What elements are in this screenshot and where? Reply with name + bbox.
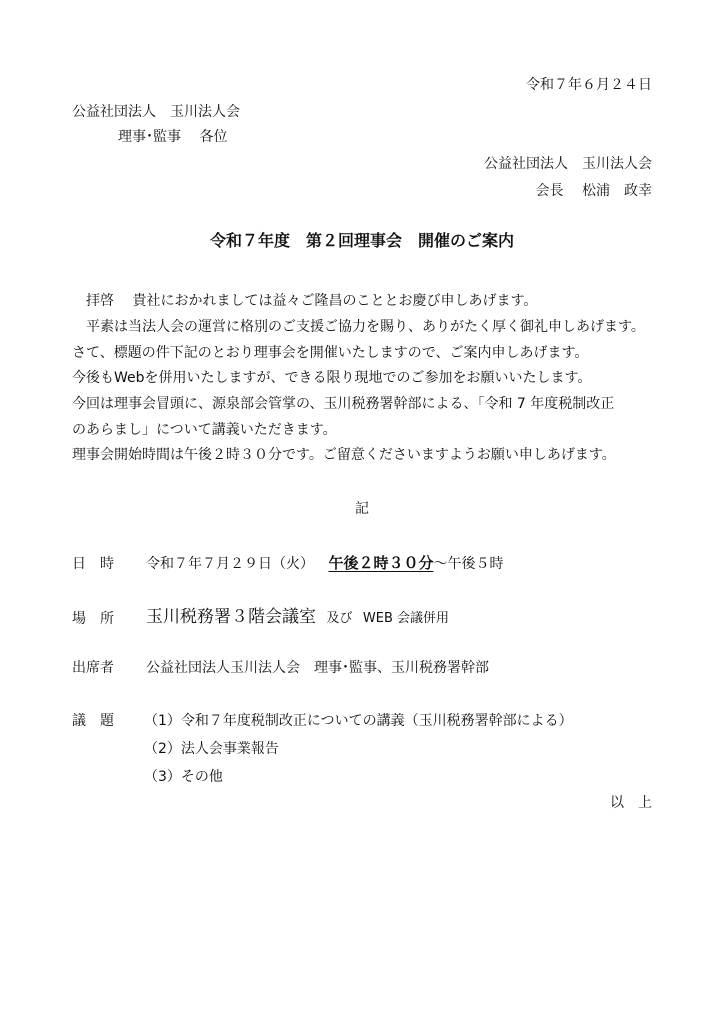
place-value xyxy=(146,609,449,626)
body-line-start-time: 理事会開始時間は午後２時３０分です。ご留意くださいますようお願い申しあげます。 xyxy=(72,447,616,463)
ki-heading: 記 xyxy=(355,501,369,517)
agenda-item-2: （2）法人会事業報告 xyxy=(144,741,279,757)
recipient-people: 理事･監事 各位 xyxy=(118,129,228,145)
sender-organization: 公益社団法人 玉川法人会 xyxy=(484,156,652,172)
meeting-end-time: ～午後５時 xyxy=(433,556,504,572)
meeting-date: 令和７年７月２９日（火） xyxy=(146,556,314,572)
web-meeting: WEB 会議併用 xyxy=(362,611,450,626)
place-label: 場 所 xyxy=(72,611,114,627)
attendees-value: 公益社団法人玉川法人会 理事･監事、玉川税務署幹部 xyxy=(146,660,489,676)
agenda-label: 議 題 xyxy=(72,713,114,729)
document-title: 令和７年度 第２回理事会 開催のご案内 xyxy=(209,231,514,250)
datetime-label: 日 時 xyxy=(72,556,114,572)
meeting-start-time: 午後２時３０分 xyxy=(328,554,434,572)
body-line-web: 今後もWebを併用いたしますが、できる限り現地でのご参加をお願いいたします。 xyxy=(72,370,592,386)
closing-mark: 以 上 xyxy=(610,795,652,811)
sender-name: 会長 松浦 政幸 xyxy=(535,183,652,199)
body-line-thanks: 平素は当法人会の運営に格別のご支援ご協力を賜り、ありがたく厚く御礼申しあげます。 xyxy=(86,319,645,335)
agenda-item-1: （1）令和７年度税制改正についての講義（玉川税務署幹部による） xyxy=(144,713,573,729)
body-line-lecture-2: のあらまし」について講義いただきます。 xyxy=(72,422,337,438)
body-line-notice: さて、標題の件下記のとおり理事会を開催いたしますので、ご案内申しあげます。 xyxy=(72,345,589,361)
datetime-value xyxy=(146,556,503,571)
body-line-lecture-1: 今回は理事会冒頭に、源泉部会管掌の、玉川税務署幹部による、「令和 7 年度税制改正 xyxy=(72,396,615,412)
attendees-label: 出席者 xyxy=(72,660,114,676)
agenda-item-3: （3）その他 xyxy=(144,769,223,785)
document-date: 令和７年６月２４日 xyxy=(526,77,652,93)
recipient-organization: 公益社団法人 玉川法人会 xyxy=(72,104,240,120)
meeting-room: 玉川税務署３階会議室 xyxy=(146,607,316,627)
place-and: 及び xyxy=(326,611,353,626)
body-line-greeting: 拝啓 貴社におかれましては益々ご隆昌のこととお慶び申しあげます。 xyxy=(86,293,538,309)
